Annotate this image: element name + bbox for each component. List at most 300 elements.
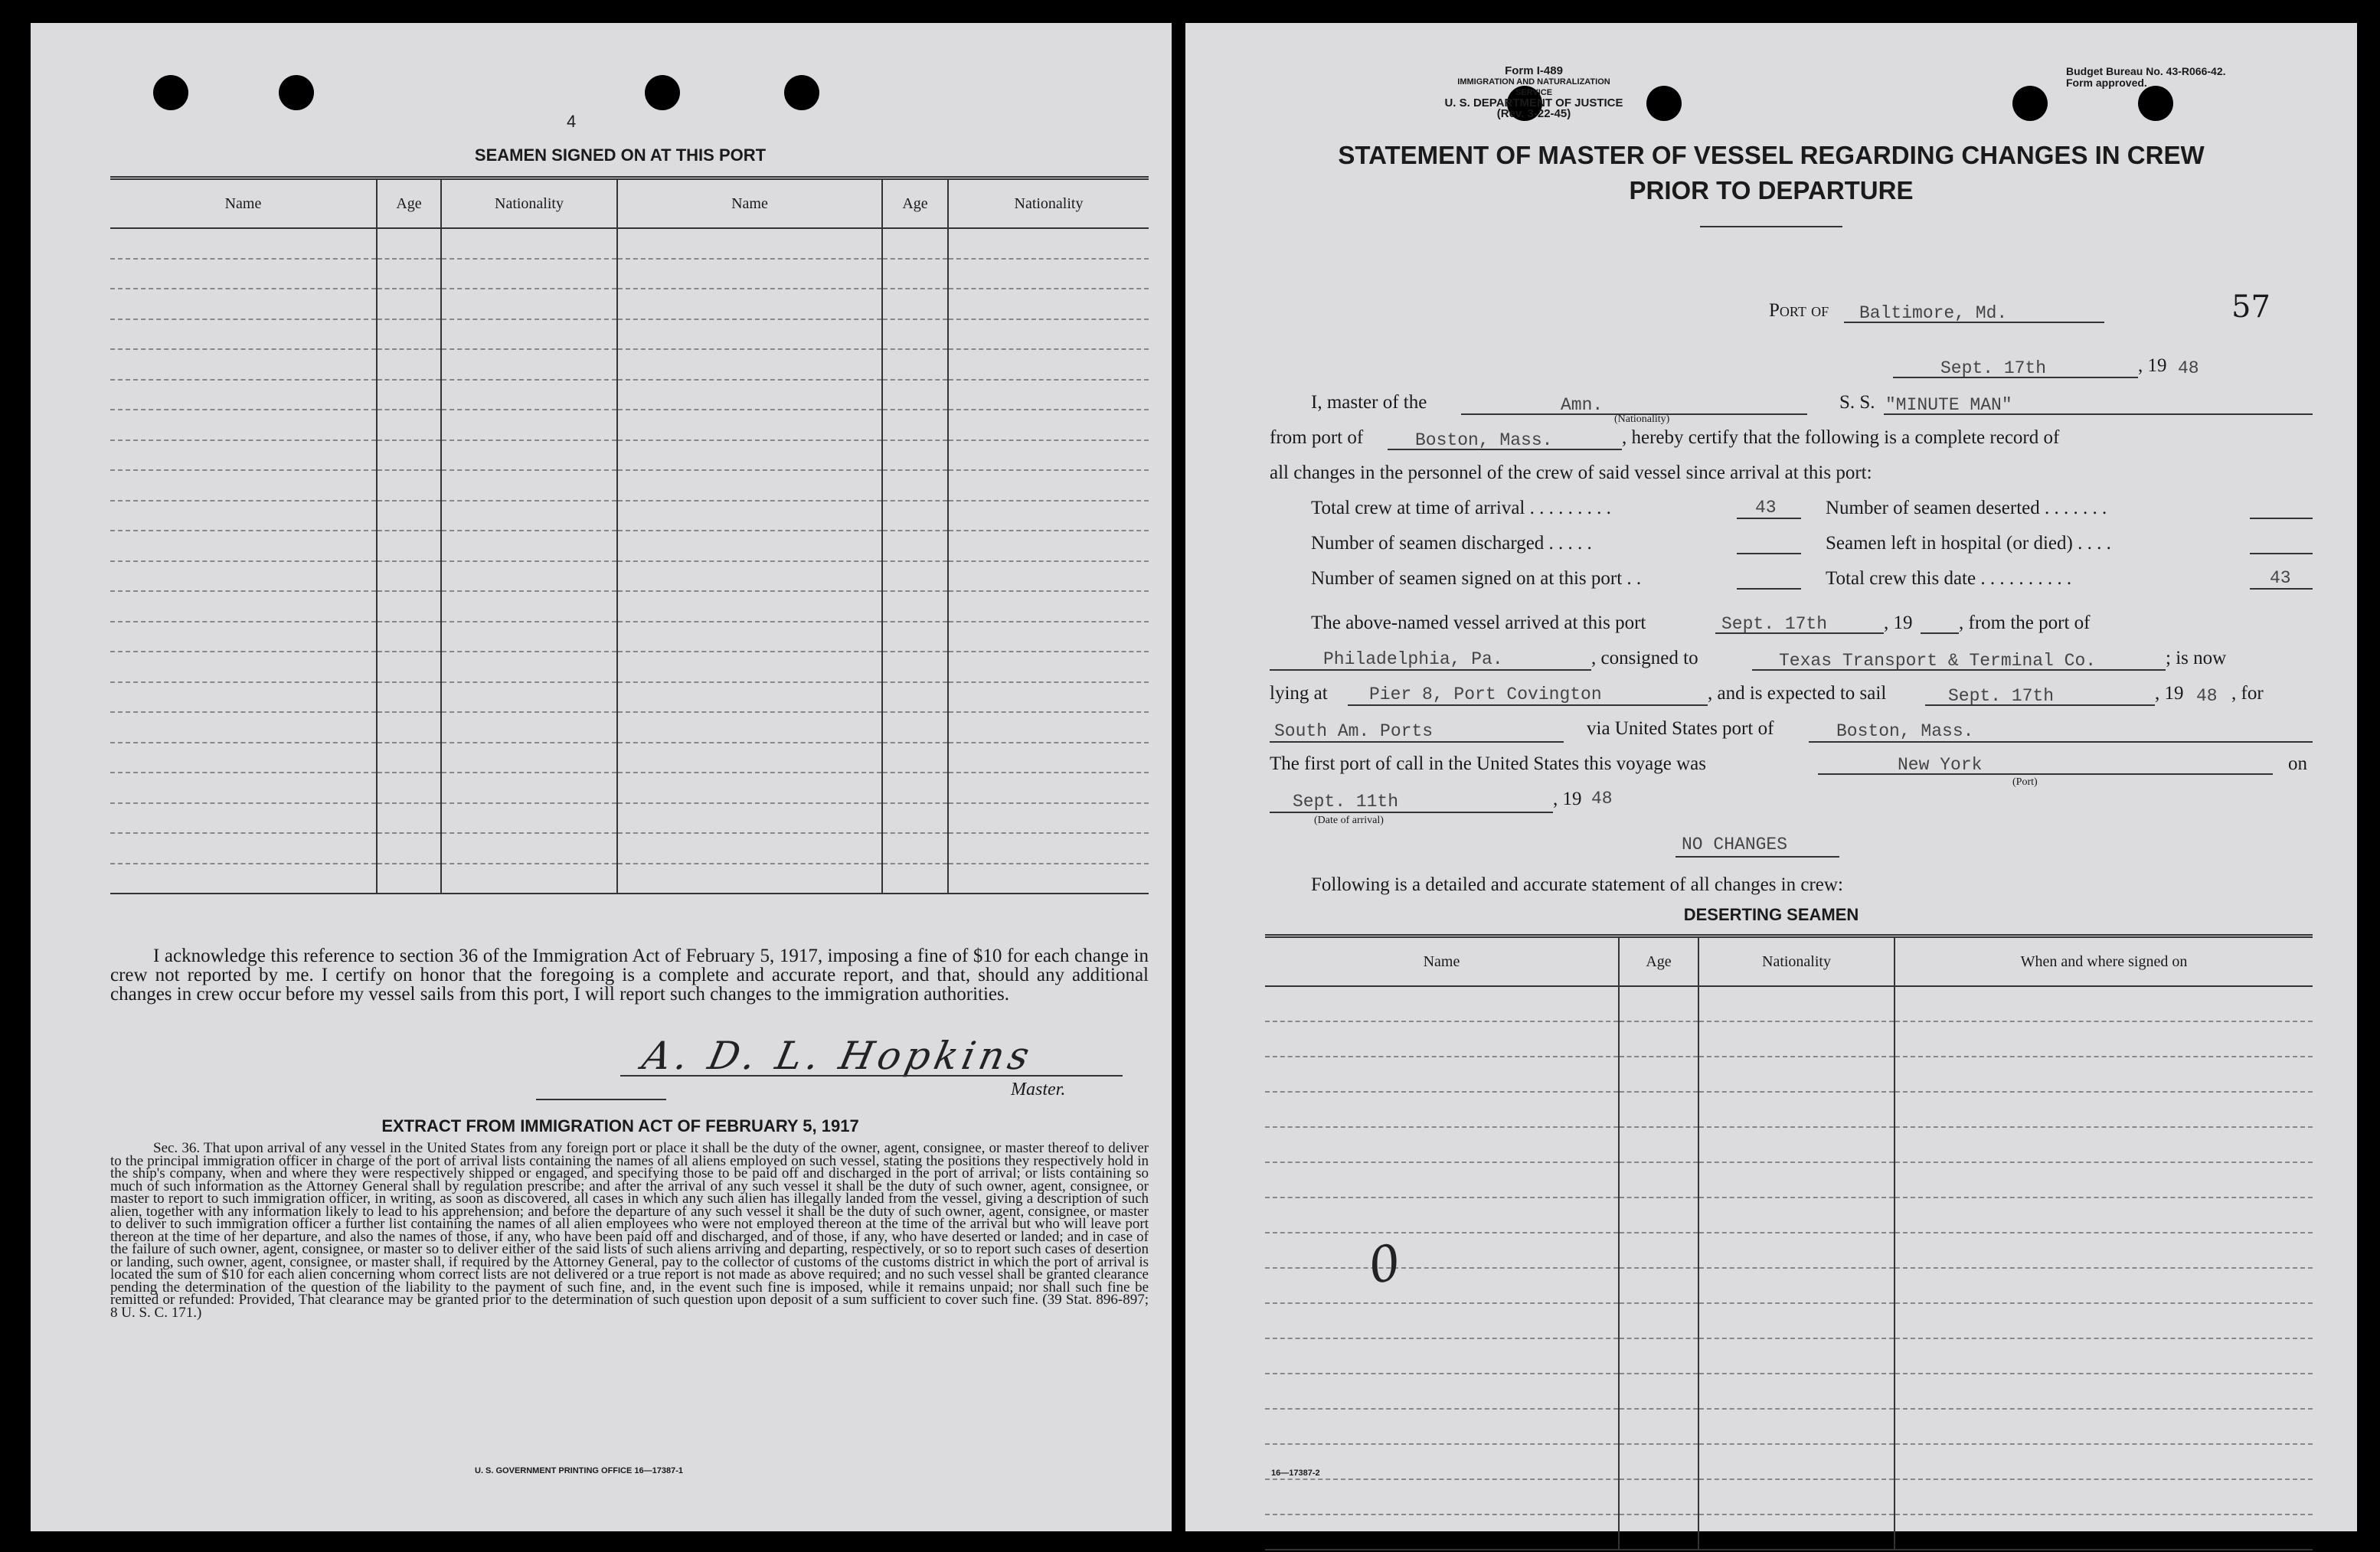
table-cell[interactable]: [1619, 1197, 1698, 1233]
table-cell[interactable]: [1265, 1127, 1619, 1162]
table-cell[interactable]: [1895, 1233, 2313, 1268]
field-line: [1737, 518, 1801, 519]
table-cell[interactable]: [441, 289, 617, 319]
discharged-label: Number of seamen discharged . . . . .: [1311, 533, 1592, 554]
table-cell[interactable]: [948, 833, 1149, 864]
table-cell[interactable]: [1698, 1268, 1895, 1303]
table-cell[interactable]: [377, 380, 441, 410]
table-cell[interactable]: [1895, 1021, 2313, 1057]
table-cell[interactable]: [948, 561, 1149, 592]
table-cell[interactable]: [617, 864, 882, 894]
table-cell[interactable]: [377, 682, 441, 713]
table-cell[interactable]: [1895, 1197, 2313, 1233]
table-row: [1265, 1092, 2313, 1127]
table-cell[interactable]: [948, 259, 1149, 289]
table-cell[interactable]: [110, 833, 377, 864]
table-cell[interactable]: [441, 470, 617, 501]
table-cell[interactable]: [617, 380, 882, 410]
table-cell[interactable]: [441, 259, 617, 289]
port-of-value[interactable]: Baltimore, Md.: [1859, 303, 2008, 323]
signature-line: [620, 1075, 1123, 1077]
table-cell[interactable]: [617, 622, 882, 652]
table-cell[interactable]: [948, 349, 1149, 380]
table-cell[interactable]: [1698, 1233, 1895, 1268]
form-number: Form I-489: [1505, 64, 1563, 77]
date-year[interactable]: 48: [2178, 358, 2199, 378]
table-cell[interactable]: [377, 228, 441, 259]
table-cell[interactable]: [1619, 1514, 1698, 1550]
column-header: Age: [1619, 936, 1698, 987]
table-cell[interactable]: [377, 470, 441, 501]
table-cell[interactable]: [377, 833, 441, 864]
table-cell[interactable]: [948, 531, 1149, 561]
table-cell[interactable]: [110, 803, 377, 834]
table-cell[interactable]: [110, 259, 377, 289]
table-cell[interactable]: [948, 410, 1149, 440]
field-line: [2250, 588, 2313, 590]
table-cell[interactable]: [1265, 986, 1619, 1021]
table-cell[interactable]: [441, 864, 617, 894]
table-cell[interactable]: [1265, 1479, 1619, 1514]
punch-hole: [2012, 86, 2048, 121]
table-cell[interactable]: [1698, 1479, 1895, 1514]
table-cell[interactable]: [617, 440, 882, 471]
table-cell[interactable]: [110, 228, 377, 259]
table-cell[interactable]: [110, 410, 377, 440]
table-row: [110, 501, 1149, 531]
table-cell[interactable]: [882, 319, 948, 350]
arrived-date-value[interactable]: Sept. 17th: [1721, 614, 1828, 634]
table-cell[interactable]: [617, 652, 882, 682]
table-cell[interactable]: [1698, 1021, 1895, 1057]
table-cell[interactable]: [110, 773, 377, 803]
table-cell[interactable]: [1619, 1021, 1698, 1057]
table-cell[interactable]: [1265, 1233, 1619, 1268]
table-cell[interactable]: [1265, 1514, 1619, 1550]
field-line: [1270, 669, 1591, 671]
table-cell[interactable]: [110, 622, 377, 652]
table-cell[interactable]: [1265, 1197, 1619, 1233]
deserting-title: DESERTING SEAMEN: [1683, 905, 1859, 924]
table-cell[interactable]: [441, 743, 617, 773]
table-cell[interactable]: [1265, 1268, 1619, 1303]
table-cell[interactable]: [882, 591, 948, 622]
deserted-label: Number of seamen deserted . . . . . . .: [1826, 498, 2107, 518]
table-cell[interactable]: [1619, 1162, 1698, 1197]
table-cell[interactable]: [882, 773, 948, 803]
table-cell[interactable]: [1895, 1092, 2313, 1127]
table-cell[interactable]: [882, 289, 948, 319]
date-year-prefix: , 19: [2138, 355, 2167, 376]
table-cell[interactable]: [617, 259, 882, 289]
table-cell[interactable]: [110, 652, 377, 682]
table-cell[interactable]: [882, 501, 948, 531]
table-cell[interactable]: [948, 803, 1149, 834]
table-row: [110, 864, 1149, 894]
table-cell[interactable]: [948, 440, 1149, 471]
table-cell[interactable]: [110, 319, 377, 350]
table-cell[interactable]: [1619, 1057, 1698, 1092]
table-cell[interactable]: [377, 591, 441, 622]
table-cell[interactable]: [1619, 1233, 1698, 1268]
title-line-1: STATEMENT OF MASTER OF VESSEL REGARDING CHANGES IN CREW: [1338, 141, 2205, 169]
table-cell[interactable]: [1265, 1057, 1619, 1092]
extract-text: Sec. 36. That upon arrival of any vessel in the United States from any foreign port or place it shall be the duty of the owner, agent, consignee, or master thereof to deliver to the principal immigration officer in charge of the port of arrival lists containing the names of all aliens employed on such vessel, stating the positions they respectively hold in the ship's company, when and where they were respectively shipped or engaged, and specifying those to be paid off and discharged in the port of arrival; or lists containing so much of such information as the Attorney General shall by regulation prescribe; and after the arrival of any such vessel it shall be the duty of such owner, agent, consignee, or master to report to such immigration officer, in writing, as soon as discovered, all cases in which any such alien has illegally landed from the vessel, giving a description of such alien, together with any information likely to lead to his apprehension; and before the departure of any such vessel it shall be the duty of such owner, agent, consignee, or master to deliver to such immigration officer a further list containing the names of all alien employees who were not employed thereon at the time of the arrival but who will leave port thereon at the time of her departure, and also the names of those, if any, who have been paid off and discharged, and of those, if any, who have deserted or landed; and in case of the failure of such owner, agent, consignee, or master so to deliver either of the said lists of such aliens arriving and departing, respectively, or so to report such cases of desertion or landing, such owner, agent, consignee, or master shall, if required by the Attorney General, pay to the collector of customs of the customs district in which the port of arrival is located the sum of $10 for each alien concerning whom correct lists are not delivered or a true report is not made as above required; and no such vessel shall be granted clearance pending the determination of the question of the liability to the payment of such fine, and, in the event such fine is imposed, while it remains unpaid; nor shall such fine be remitted or refunded: Provided, That clearance may be granted prior to the determination of such question upon deposit of a sum sufficient to cover such fine. (39 Stat. 896-897; 8 U. S. C. 171.): [110, 1140, 1149, 1321]
table-row: [1265, 1479, 2313, 1514]
table-cell[interactable]: [948, 682, 1149, 713]
table-row: [110, 622, 1149, 652]
port-of-label: Port of: [1769, 300, 1829, 321]
table-cell[interactable]: [1619, 986, 1698, 1021]
table-row: [110, 380, 1149, 410]
table-cell[interactable]: [110, 682, 377, 713]
title-line-2: PRIOR TO DEPARTURE: [1629, 176, 1914, 204]
expected-label: , and is expected to sail: [1708, 683, 1887, 704]
right-page: [1185, 23, 2357, 1531]
punch-hole: [153, 75, 188, 110]
agency-department: U. S. DEPARTMENT OF JUSTICE: [1444, 96, 1623, 109]
table-cell[interactable]: [948, 289, 1149, 319]
table-cell[interactable]: [1698, 1409, 1895, 1444]
on-label: on: [2288, 753, 2307, 774]
table-cell[interactable]: [1265, 1092, 1619, 1127]
table-cell[interactable]: [441, 773, 617, 803]
table-cell[interactable]: [617, 501, 882, 531]
consignee-value[interactable]: Texas Transport & Terminal Co.: [1779, 651, 2097, 671]
field-line: [1270, 741, 1564, 743]
table-cell[interactable]: [882, 682, 948, 713]
table-row: [1265, 1127, 2313, 1162]
table-cell[interactable]: [377, 652, 441, 682]
table-cell[interactable]: [948, 591, 1149, 622]
table-cell[interactable]: [377, 712, 441, 743]
table-cell[interactable]: [441, 591, 617, 622]
handwritten-mark: 0: [1363, 1233, 1406, 1296]
table-cell[interactable]: [948, 501, 1149, 531]
table-cell[interactable]: [1265, 1374, 1619, 1409]
table-row: [1265, 1233, 2313, 1268]
table-cell[interactable]: [441, 440, 617, 471]
field-line: [1737, 588, 1801, 590]
table-cell[interactable]: [617, 833, 882, 864]
table-cell[interactable]: [1619, 1374, 1698, 1409]
table-cell[interactable]: [882, 803, 948, 834]
arrived-label: The above-named vessel arrived at this port: [1311, 613, 1646, 633]
table-cell[interactable]: [441, 712, 617, 743]
column-header: When and where signed on: [1895, 936, 2313, 987]
table-cell[interactable]: [1698, 986, 1895, 1021]
table-cell[interactable]: [1895, 1127, 2313, 1162]
table-cell[interactable]: [882, 470, 948, 501]
table-row: [110, 531, 1149, 561]
table-row: [110, 319, 1149, 350]
table-cell[interactable]: [882, 380, 948, 410]
via-port-value[interactable]: Boston, Mass.: [1836, 721, 1974, 741]
field-line: [1737, 553, 1801, 554]
table-row: [1265, 1021, 2313, 1057]
table-cell[interactable]: [882, 652, 948, 682]
table-cell[interactable]: [1698, 1092, 1895, 1127]
field-line: [1809, 741, 2313, 743]
table-cell[interactable]: [1698, 1514, 1895, 1550]
punch-hole: [2138, 86, 2173, 121]
acknowledgment-text: I acknowledge this reference to section 36 of the Immigration Act of February 5, 1917, imposing a fine of $10 for each change in crew not reported by me. I certify on honor that the foregoing is a complete and accurate report, and that, should any additional changes in crew occur before my vessel sails from this port, I will report such changes to the immigration authorities.: [110, 946, 1149, 1005]
field-line: [1818, 773, 2273, 775]
table-cell[interactable]: [1698, 1162, 1895, 1197]
table-cell[interactable]: [882, 833, 948, 864]
table-cell[interactable]: [1895, 1409, 2313, 1444]
table-row: [1265, 1374, 2313, 1409]
table-cell[interactable]: [1619, 1479, 1698, 1514]
sail-year-value[interactable]: 48: [2196, 686, 2218, 706]
table-cell[interactable]: [617, 803, 882, 834]
table-row: [110, 591, 1149, 622]
table-cell[interactable]: [1265, 1021, 1619, 1057]
date-value[interactable]: Sept. 17th: [1940, 358, 2047, 378]
lying-at-value[interactable]: Pier 8, Port Covington: [1369, 685, 1602, 704]
first-port-label: The first port of call in the United States this voyage was: [1270, 753, 1707, 774]
first-port-value[interactable]: New York: [1898, 755, 1983, 775]
total-crew-arrival-value[interactable]: 43: [1755, 498, 1777, 518]
table-cell[interactable]: [617, 349, 882, 380]
table-cell[interactable]: [110, 864, 377, 894]
table-cell[interactable]: [948, 228, 1149, 259]
table-cell[interactable]: [441, 682, 617, 713]
table-cell[interactable]: [377, 440, 441, 471]
table-cell[interactable]: [882, 712, 948, 743]
table-cell[interactable]: [1619, 1092, 1698, 1127]
port-caption: (Port): [2012, 776, 2038, 788]
table-cell[interactable]: [1619, 1127, 1698, 1162]
first-year-value[interactable]: 48: [1591, 789, 1613, 809]
table-cell[interactable]: [1265, 1162, 1619, 1197]
table-cell[interactable]: [1895, 1268, 2313, 1303]
signed-on-label: Number of seamen signed on at this port . .: [1311, 568, 1642, 589]
hospital-label: Seamen left in hospital (or died) . . . .: [1826, 533, 2111, 554]
table-cell[interactable]: [882, 440, 948, 471]
table-cell[interactable]: [377, 410, 441, 440]
table-cell[interactable]: [441, 833, 617, 864]
table-cell[interactable]: [377, 259, 441, 289]
gpo-footer: U. S. GOVERNMENT PRINTING OFFICE 16—17387-1: [475, 1466, 684, 1475]
table-cell[interactable]: [377, 531, 441, 561]
table-cell[interactable]: [948, 380, 1149, 410]
table-cell[interactable]: [377, 743, 441, 773]
table-cell[interactable]: [1895, 1303, 2313, 1338]
table-cell[interactable]: [110, 289, 377, 319]
table-cell[interactable]: [110, 440, 377, 471]
table-cell[interactable]: [1619, 1303, 1698, 1338]
table-cell[interactable]: [441, 319, 617, 350]
column-header: Name: [1265, 936, 1619, 987]
ss-label: S. S.: [1839, 392, 1875, 413]
table-cell[interactable]: [377, 561, 441, 592]
table-cell[interactable]: [377, 773, 441, 803]
table-cell[interactable]: [110, 470, 377, 501]
table-cell[interactable]: [110, 501, 377, 531]
budget-box: [2066, 66, 2226, 89]
table-cell[interactable]: [1619, 1268, 1698, 1303]
table-cell[interactable]: [617, 591, 882, 622]
column-header: Age: [377, 178, 441, 229]
table-cell[interactable]: [377, 803, 441, 834]
table-cell[interactable]: [377, 289, 441, 319]
table-cell[interactable]: [948, 743, 1149, 773]
divider: [1700, 226, 1842, 227]
table-cell[interactable]: [1698, 1127, 1895, 1162]
divider: [536, 1099, 666, 1100]
first-date-value[interactable]: Sept. 11th: [1293, 792, 1399, 812]
table-cell[interactable]: [1895, 1374, 2313, 1409]
table-cell[interactable]: [441, 228, 617, 259]
table-cell[interactable]: [377, 349, 441, 380]
table-cell[interactable]: [617, 773, 882, 803]
form-header: [1438, 66, 1630, 119]
from-port-value[interactable]: Boston, Mass.: [1415, 430, 1553, 450]
table-cell[interactable]: [1698, 1338, 1895, 1374]
seamen-signed-title: SEAMEN SIGNED ON AT THIS PORT: [474, 145, 767, 165]
table-cell[interactable]: [882, 743, 948, 773]
table-cell[interactable]: [377, 319, 441, 350]
table-row: [110, 228, 1149, 259]
table-cell[interactable]: [948, 773, 1149, 803]
nationality-value[interactable]: Amn.: [1561, 395, 1604, 415]
sail-date-value[interactable]: Sept. 17th: [1948, 686, 2055, 706]
agency-service: IMMIGRATION AND NATURALIZATION SERVICE: [1457, 77, 1610, 97]
table-cell[interactable]: [617, 228, 882, 259]
form-footer: 16—17387-2: [1271, 1469, 1320, 1478]
table-cell[interactable]: [441, 349, 617, 380]
table-row: [1265, 1162, 2313, 1197]
table-cell[interactable]: [1895, 1514, 2313, 1550]
table-cell[interactable]: [110, 561, 377, 592]
table-cell[interactable]: [1895, 986, 2313, 1021]
consigned-label: , consigned to: [1591, 648, 1698, 668]
table-cell[interactable]: [948, 622, 1149, 652]
from-port-of-label: , from the port of: [1959, 613, 2091, 633]
table-cell[interactable]: [948, 470, 1149, 501]
table-cell[interactable]: [1895, 1057, 2313, 1092]
column-header: Age: [882, 178, 948, 229]
field-line: [2250, 553, 2313, 554]
table-cell[interactable]: [948, 652, 1149, 682]
table-cell[interactable]: [882, 622, 948, 652]
table-cell[interactable]: [948, 864, 1149, 894]
table-row: [110, 561, 1149, 592]
table-cell[interactable]: [948, 319, 1149, 350]
table-cell[interactable]: [441, 410, 617, 440]
table-cell[interactable]: [1698, 1197, 1895, 1233]
lying-at-label: lying at: [1270, 683, 1328, 704]
form-approved: Form approved.: [2066, 77, 2147, 89]
table-cell[interactable]: [882, 531, 948, 561]
table-cell[interactable]: [617, 561, 882, 592]
table-row: [110, 410, 1149, 440]
table-cell[interactable]: [1619, 1409, 1698, 1444]
table-cell[interactable]: [1619, 1338, 1698, 1374]
vessel-name[interactable]: "MINUTE MAN": [1885, 395, 2012, 415]
table-row: [1265, 986, 2313, 1021]
table-cell[interactable]: [377, 622, 441, 652]
table-cell[interactable]: [1265, 1409, 1619, 1444]
table-cell[interactable]: [441, 561, 617, 592]
table-cell[interactable]: [1895, 1444, 2313, 1479]
table-cell[interactable]: [617, 470, 882, 501]
total-crew-date-value[interactable]: 43: [2270, 568, 2291, 588]
table-cell[interactable]: [882, 410, 948, 440]
table-cell[interactable]: [617, 531, 882, 561]
table-cell[interactable]: [1619, 1444, 1698, 1479]
table-cell[interactable]: [617, 319, 882, 350]
table-cell[interactable]: [1698, 1444, 1895, 1479]
table-cell[interactable]: [110, 380, 377, 410]
table-row: [110, 470, 1149, 501]
certify-text: , hereby certify that the following is a complete record of: [1622, 427, 2060, 448]
table-cell[interactable]: [617, 682, 882, 713]
table-row: [110, 712, 1149, 743]
table-cell[interactable]: [110, 743, 377, 773]
table-cell[interactable]: [441, 380, 617, 410]
first-19: , 19: [1553, 789, 1582, 809]
table-row: [110, 682, 1149, 713]
table-cell[interactable]: [1698, 1057, 1895, 1092]
table-cell[interactable]: [110, 531, 377, 561]
table-cell[interactable]: [1698, 1374, 1895, 1409]
table-cell[interactable]: [441, 531, 617, 561]
left-page: [31, 23, 1172, 1531]
table-cell[interactable]: [1698, 1303, 1895, 1338]
table-row: [110, 773, 1149, 803]
table-cell[interactable]: [110, 349, 377, 380]
all-changes-text: all changes in the personnel of the crew of said vessel since arrival at this port:: [1270, 462, 1872, 483]
is-now-label: ; is now: [2166, 648, 2227, 668]
column-header: Nationality: [948, 178, 1149, 229]
table-cell[interactable]: [617, 289, 882, 319]
table-cell[interactable]: [1895, 1162, 2313, 1197]
table-cell[interactable]: [110, 591, 377, 622]
table-cell[interactable]: [377, 501, 441, 531]
table-cell[interactable]: [441, 803, 617, 834]
table-row: [1265, 1303, 2313, 1338]
destination-value[interactable]: South Am. Ports: [1274, 721, 1434, 741]
table-cell[interactable]: [882, 864, 948, 894]
table-cell[interactable]: [1895, 1479, 2313, 1514]
table-cell[interactable]: [882, 259, 948, 289]
table-cell[interactable]: [1265, 1338, 1619, 1374]
table-cell[interactable]: [617, 743, 882, 773]
table-cell[interactable]: [882, 349, 948, 380]
prior-port-value[interactable]: Philadelphia, Pa.: [1323, 649, 1503, 669]
table-cell[interactable]: [882, 561, 948, 592]
table-cell[interactable]: [110, 712, 377, 743]
table-cell[interactable]: [1895, 1338, 2313, 1374]
table-cell[interactable]: [948, 712, 1149, 743]
table-row: [110, 289, 1149, 319]
table-row: [1265, 1444, 2313, 1479]
table-cell[interactable]: [377, 864, 441, 894]
total-crew-arrival-label: Total crew at time of arrival . . . . . . . . .: [1311, 498, 1611, 518]
table-cell[interactable]: [617, 410, 882, 440]
table-cell[interactable]: [441, 652, 617, 682]
punch-hole: [279, 75, 314, 110]
table-cell[interactable]: [617, 712, 882, 743]
table-cell[interactable]: [882, 228, 948, 259]
table-cell[interactable]: [441, 501, 617, 531]
no-changes-stamp: NO CHANGES: [1682, 835, 1788, 854]
for-label: , for: [2231, 683, 2264, 704]
table-cell[interactable]: [441, 622, 617, 652]
table-cell[interactable]: [1265, 1303, 1619, 1338]
